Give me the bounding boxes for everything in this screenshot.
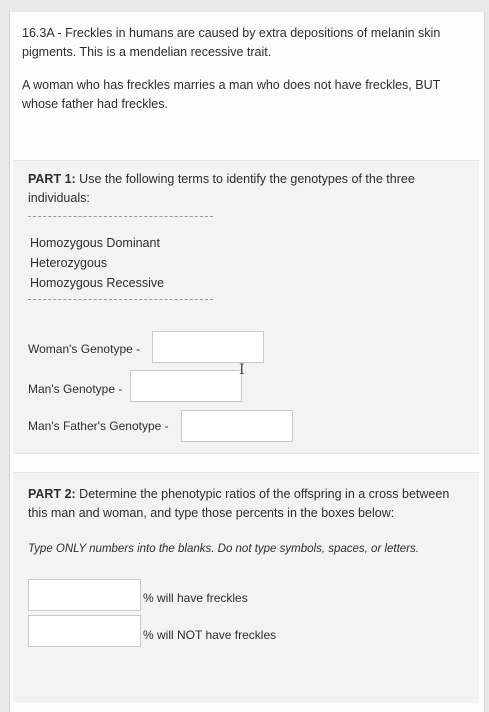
question-scenario: A woman who has freckles marries a man who does not have freckles, BUT whose father had freckles.: [22, 78, 441, 111]
woman-genotype-input[interactable]: [152, 331, 264, 363]
man-genotype-label: Man's Genotype -: [28, 382, 123, 396]
part2-instruction: Determine the phenotypic ratios of the offspring in a cross between this man and woman, and type those percents in the boxes below:: [28, 487, 450, 520]
no-freckles-percent-label: % will NOT have freckles: [143, 628, 277, 642]
father-genotype-input[interactable]: [181, 410, 293, 442]
freckles-percent-input[interactable]: [28, 579, 141, 611]
question-panel: [9, 12, 485, 712]
part1-instruction: Use the following terms to identify the genotypes of the three individuals:: [28, 172, 415, 205]
question-intro: [22, 24, 472, 128]
part1-heading: [28, 170, 458, 208]
part2-note: Type ONLY numbers into the blanks. Do not type symbols, spaces, or letters.: [28, 543, 419, 555]
part2-heading: [28, 485, 468, 523]
divider-top: [28, 216, 213, 217]
father-genotype-label: Man's Father's Genotype -: [28, 419, 169, 433]
man-genotype-input[interactable]: [130, 370, 242, 402]
part2-section: [13, 472, 479, 703]
text-cursor-icon: I: [239, 362, 245, 378]
term-homozygous-recessive: Homozygous Recessive: [30, 276, 165, 290]
woman-genotype-label: Woman's Genotype -: [28, 342, 141, 356]
no-freckles-percent-input[interactable]: [28, 615, 141, 647]
term-homozygous-dominant: Homozygous Dominant: [30, 236, 160, 250]
question-title: 16.3A - Freckles in humans are caused by extra depositions of melanin skin pigments. This is a mendelian recessive trait.: [22, 26, 441, 59]
freckles-percent-label: % will have freckles: [143, 591, 248, 605]
part2-label: PART 2:: [28, 487, 76, 501]
part1-section: [13, 160, 479, 454]
part1-label: PART 1:: [28, 172, 76, 186]
term-heterozygous: Heterozygous: [30, 256, 108, 270]
divider-bottom: [28, 299, 213, 300]
